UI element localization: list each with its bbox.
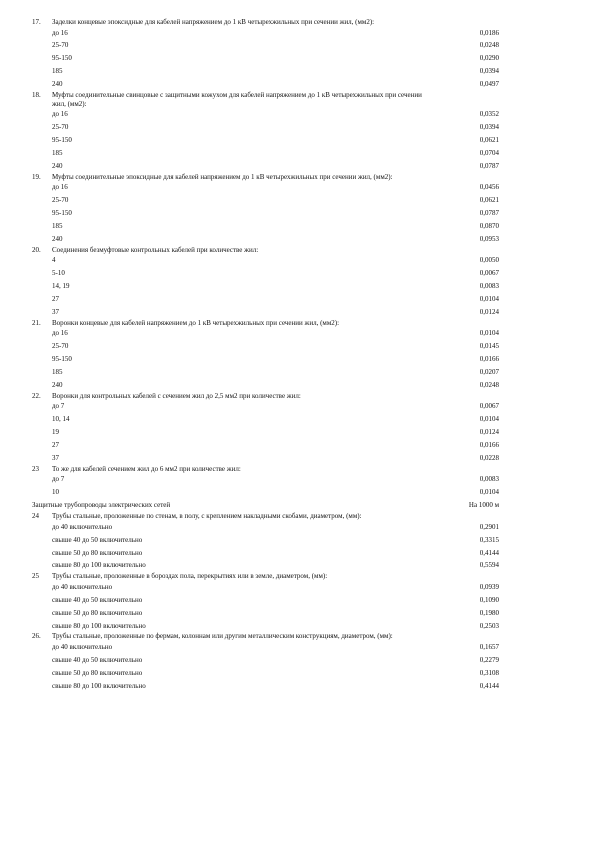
item-value: 0,1657	[479, 643, 499, 652]
item-value: 0,0787	[479, 161, 499, 170]
list-item	[0, 280, 595, 293]
item-label: 37	[52, 307, 59, 316]
item-label: 14, 19	[52, 282, 70, 291]
item-value: 0,0456	[479, 183, 499, 192]
item-value: 0,0104	[479, 329, 499, 338]
list-item	[0, 207, 595, 220]
item-label: 185	[52, 221, 63, 230]
list-item	[0, 194, 595, 207]
item-value: 0,0394	[479, 123, 499, 132]
item-value: 0,0787	[479, 209, 499, 218]
item-label: 37	[52, 453, 59, 462]
group-number: 17.	[32, 18, 41, 26]
item-label: 240	[52, 161, 63, 170]
list-item	[0, 233, 595, 246]
item-value: 0,2503	[479, 621, 499, 630]
item-value: 0,0104	[479, 415, 499, 424]
list-item	[0, 641, 595, 654]
item-label: 25-70	[52, 123, 69, 132]
list-item	[0, 293, 595, 306]
item-value: 0,0870	[479, 221, 499, 230]
group-header	[0, 173, 595, 182]
group-number: 21.	[32, 318, 41, 327]
group-title: То же для кабелей сечением жил до 6 мм2 при количестве жил:	[52, 464, 241, 473]
group-title: Муфты соединительные свинцовые с защитными кожухом для кабелей напряжением до 1 кВ четырехжильных при сечении жил, (мм2):	[52, 91, 422, 108]
item-label: 27	[52, 441, 59, 450]
group-title: Трубы стальные, проложенные по фермам, колоннам или другим металлическим конструкциям, диаметром, (мм):	[52, 632, 393, 641]
group-header	[0, 91, 595, 108]
list-item	[0, 327, 595, 340]
item-value: 0,0104	[479, 295, 499, 303]
item-label: 185	[52, 368, 63, 377]
item-value: 0,0166	[479, 355, 499, 364]
item-value: 0,0186	[479, 28, 499, 37]
list-item	[0, 340, 595, 353]
list-item	[0, 65, 595, 78]
list-item	[0, 521, 595, 534]
item-label: до 7	[52, 402, 65, 411]
group-number: 26.	[32, 632, 41, 641]
group-title: Воронки для контрольных кабелей с сечением жил до 2,5 мм2 при количестве жил:	[52, 391, 301, 400]
list-item	[0, 121, 595, 134]
item-label: 95-150	[52, 54, 72, 63]
item-label: 25-70	[52, 196, 69, 205]
group-title: Воронки концевые для кабелей напряжением до 1 кВ четырехжильных при сечении жил, (мм2):	[52, 318, 340, 327]
item-value: 0,0207	[479, 368, 499, 377]
list-item	[0, 52, 595, 65]
item-value: 0,0621	[479, 196, 499, 205]
item-label: до 16	[52, 110, 68, 119]
list-item	[0, 413, 595, 426]
group-number: 23	[32, 464, 39, 473]
group-title: Заделки концевые эпоксидные для кабелей напряжением до 1 кВ четырехжильных при сечении жил, (мм2):	[52, 18, 375, 26]
item-value: 0,4144	[479, 681, 499, 690]
item-label: 25-70	[52, 41, 69, 50]
item-value: 0,3108	[479, 668, 499, 677]
item-label: 240	[52, 234, 63, 243]
list-item	[0, 147, 595, 160]
item-label: свыше 80 до 100 включительно	[52, 561, 146, 570]
list-item	[0, 534, 595, 547]
item-label: 95-150	[52, 355, 72, 364]
item-label: 5-10	[52, 269, 65, 278]
item-value: 0,0939	[479, 582, 499, 591]
item-value: 0,0104	[479, 488, 499, 497]
list-item	[0, 254, 595, 267]
list-item	[0, 39, 595, 52]
list-item	[0, 426, 595, 439]
item-value: 0,0145	[479, 342, 499, 351]
item-label: до 16	[52, 329, 68, 338]
section-header	[0, 499, 595, 512]
item-label: 185	[52, 67, 63, 76]
list-item	[0, 267, 595, 280]
item-label: свыше 40 до 50 включительно	[52, 655, 143, 664]
item-label: 95-150	[52, 136, 72, 145]
list-item	[0, 353, 595, 366]
group-number: 18.	[32, 91, 41, 100]
group-number: 22.	[32, 391, 41, 400]
item-value: 0,2901	[479, 522, 499, 531]
item-value: 0,1090	[479, 595, 499, 604]
item-value: 0,1980	[479, 608, 499, 617]
list-item	[0, 559, 595, 572]
item-label: 19	[52, 428, 59, 437]
group-title: Трубы стальные, проложенные в бороздах пола, перекрытиях или в земле, диаметром, (мм):	[52, 572, 328, 581]
list-item	[0, 680, 595, 693]
list-item	[0, 547, 595, 560]
section-title: Защитные трубопроводы электрических сетей	[32, 501, 171, 510]
list-item	[0, 607, 595, 620]
group-number: 24	[32, 512, 39, 521]
list-item	[0, 181, 595, 194]
item-label: свыше 40 до 50 включительно	[52, 595, 143, 604]
item-label: свыше 50 до 80 включительно	[52, 608, 143, 617]
item-value: 0,0124	[479, 307, 499, 316]
group-number: 19.	[32, 172, 41, 181]
item-label: до 40 включительно	[52, 643, 113, 652]
list-item	[0, 306, 595, 319]
item-value: 0,5594	[479, 561, 499, 570]
list-item	[0, 27, 595, 40]
item-value: 0,0228	[479, 453, 499, 462]
item-label: свыше 80 до 100 включительно	[52, 681, 146, 690]
item-value: 0,0352	[479, 110, 499, 119]
item-label: до 16	[52, 28, 68, 37]
group-header	[0, 18, 595, 27]
item-label: 10	[52, 488, 59, 497]
item-label: 4	[52, 256, 56, 265]
list-item	[0, 220, 595, 233]
item-label: 10, 14	[52, 415, 70, 424]
group-header	[0, 319, 595, 328]
list-item	[0, 594, 595, 607]
item-value: 0,0394	[479, 67, 499, 76]
group-header	[0, 512, 595, 521]
group-header	[0, 465, 595, 474]
list-item	[0, 486, 595, 499]
list-item	[0, 439, 595, 452]
list-item	[0, 134, 595, 147]
item-value: 0,0050	[479, 256, 499, 265]
item-label: свыше 50 до 80 включительно	[52, 548, 143, 557]
item-label: до 7	[52, 475, 65, 484]
item-label: 185	[52, 148, 63, 157]
item-label: до 40 включительно	[52, 582, 113, 591]
list-item	[0, 473, 595, 486]
item-value: 0,0067	[479, 269, 499, 278]
item-label: до 40 включительно	[52, 522, 113, 531]
item-value: 0,2279	[479, 655, 499, 664]
item-value: 0,0124	[479, 428, 499, 437]
item-value: 0,0953	[479, 234, 499, 243]
item-value: 0,0497	[479, 80, 499, 89]
list-item	[0, 400, 595, 413]
list-item	[0, 78, 595, 91]
item-label: до 16	[52, 183, 68, 192]
list-item	[0, 452, 595, 465]
section-unit: На 1000 м	[468, 501, 499, 510]
list-item	[0, 108, 595, 121]
item-label: 25-70	[52, 342, 69, 351]
group-header	[0, 572, 595, 581]
item-value: 0,0704	[479, 148, 499, 157]
list-item	[0, 620, 595, 633]
item-value: 0,0621	[479, 136, 499, 145]
group-title: Трубы стальные, проложенные по стенам, в полу, с креплением накладными скобами, диаметром, (мм):	[52, 512, 362, 521]
group-title: Соединения безмуфтовые контрольных кабелей при количестве жил:	[52, 245, 259, 254]
item-value: 0,0083	[479, 475, 499, 484]
group-header	[0, 246, 595, 255]
group-title: Муфты соединительные эпоксидные для кабелей напряжением до 1 кВ четырехжильных при сечении жил, (мм2):	[52, 172, 393, 181]
list-item	[0, 366, 595, 379]
item-label: 95-150	[52, 209, 72, 218]
group-header	[0, 392, 595, 401]
item-value: 0,0083	[479, 282, 499, 291]
list-item	[0, 667, 595, 680]
list-item	[0, 654, 595, 667]
item-value: 0,0290	[479, 54, 499, 63]
item-label: свыше 40 до 50 включительно	[52, 535, 143, 544]
item-label: 27	[52, 295, 59, 303]
item-value: 0,0166	[479, 441, 499, 450]
list-item	[0, 379, 595, 392]
list-item	[0, 581, 595, 594]
group-header	[0, 632, 595, 641]
group-number: 25	[32, 572, 39, 581]
document-page	[0, 18, 595, 693]
item-label: свыше 80 до 100 включительно	[52, 621, 146, 630]
item-value: 0,0248	[479, 41, 499, 50]
item-value: 0,4144	[479, 548, 499, 557]
item-value: 0,0067	[479, 402, 499, 411]
list-item	[0, 160, 595, 173]
item-value: 0,0248	[479, 380, 499, 389]
group-number: 20.	[32, 245, 41, 254]
item-value: 0,3315	[479, 535, 499, 544]
item-label: 240	[52, 80, 63, 89]
item-label: 240	[52, 380, 63, 389]
item-label: свыше 50 до 80 включительно	[52, 668, 143, 677]
